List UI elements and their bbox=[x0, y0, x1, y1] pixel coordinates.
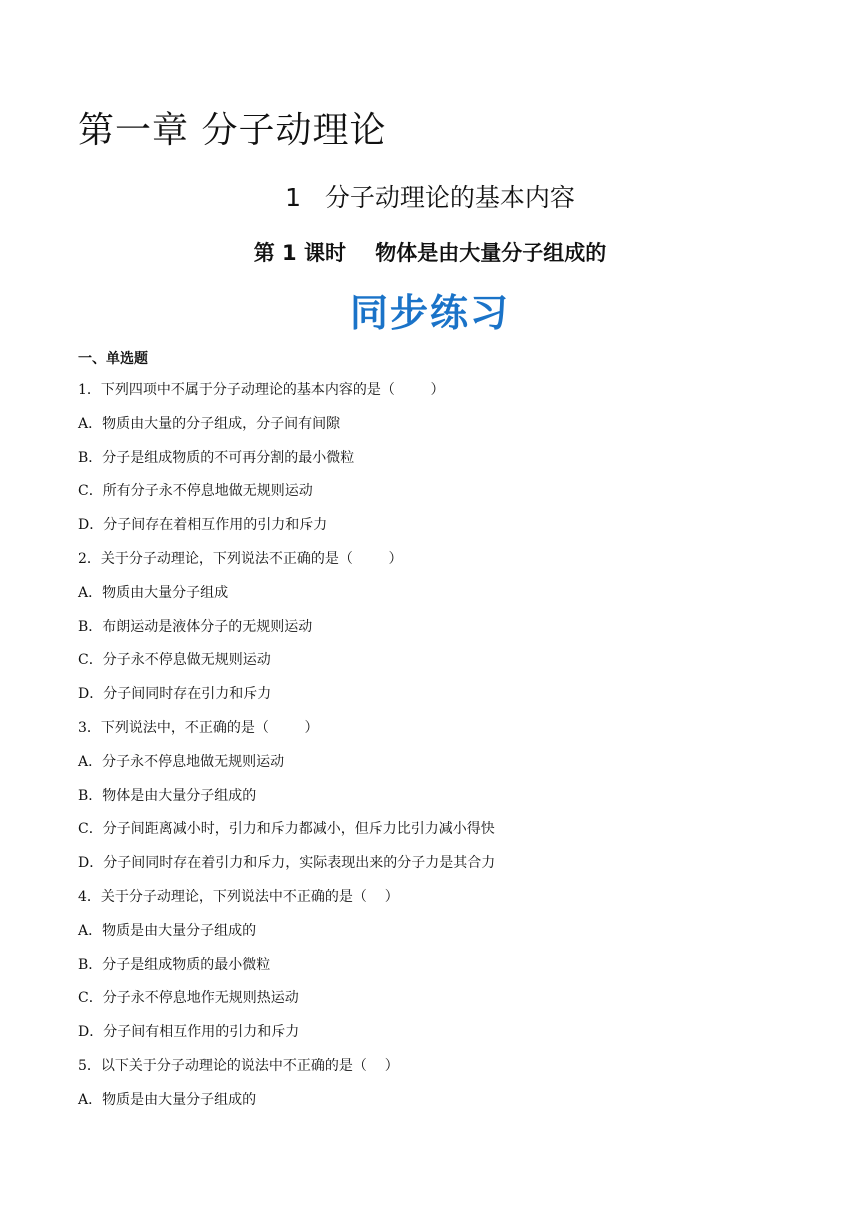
option-line: D．分子间同时存在引力和斥力 bbox=[78, 686, 272, 703]
option-line: D．分子间同时存在着引力和斥力，实际表现出来的分子力是其合力 bbox=[78, 855, 496, 872]
option-line: C．分子永不停息做无规则运动 bbox=[78, 652, 271, 669]
option-line: D．分子间存在着相互作用的引力和斥力 bbox=[78, 517, 328, 534]
option-line: C．分子永不停息地作无规则热运动 bbox=[78, 990, 299, 1007]
option-line: A．物质由大量的分子组成，分子间有间隙 bbox=[78, 415, 341, 432]
practice-title: 同步练习 bbox=[349, 291, 510, 335]
option-line: C．分子间距离减小时，引力和斥力都减小，但斥力比引力减小得快 bbox=[78, 821, 495, 838]
option-line: A．物质由大量分子组成 bbox=[78, 584, 229, 601]
option-line: C．所有分子永不停息地做无规则运动 bbox=[78, 483, 313, 500]
question-line: 1．下列四项中不属于分子动理论的基本内容的是（ ） bbox=[78, 382, 445, 398]
question-line: 4．关于分子动理论，下列说法中不正确的是（ ） bbox=[78, 888, 399, 905]
section-title: 1 分子动理论的基本内容 bbox=[285, 183, 575, 212]
option-line: D．分子间有相互作用的引力和斥力 bbox=[78, 1024, 300, 1041]
question-line: 2．关于分子动理论，下列说法不正确的是（ ） bbox=[78, 550, 403, 567]
option-line: B．物体是由大量分子组成的 bbox=[78, 787, 257, 804]
option-line: B．分子是组成物质的最小微粒 bbox=[78, 956, 271, 973]
option-line: A．物质是由大量分子组成的 bbox=[78, 922, 257, 939]
question-list bbox=[78, 380, 798, 1124]
chapter-title: 第一章 分子动理论 bbox=[78, 110, 387, 151]
lesson-title: 第 1 课时 物体是由大量分子组成的 bbox=[253, 241, 607, 265]
option-line: B．布朗运动是液体分子的无规则运动 bbox=[78, 618, 313, 635]
question-group-title: 一、单选题 bbox=[78, 351, 148, 367]
question-line: 5．以下关于分子动理论的说法中不正确的是（ ） bbox=[78, 1057, 399, 1074]
option-line: A．分子永不停息地做无规则运动 bbox=[78, 753, 285, 770]
option-line: B．分子是组成物质的不可再分割的最小微粒 bbox=[78, 449, 355, 466]
option-line: A．物质是由大量分子组成的 bbox=[78, 1091, 257, 1108]
question-line: 3．下列说法中，不正确的是（ ） bbox=[78, 719, 319, 736]
